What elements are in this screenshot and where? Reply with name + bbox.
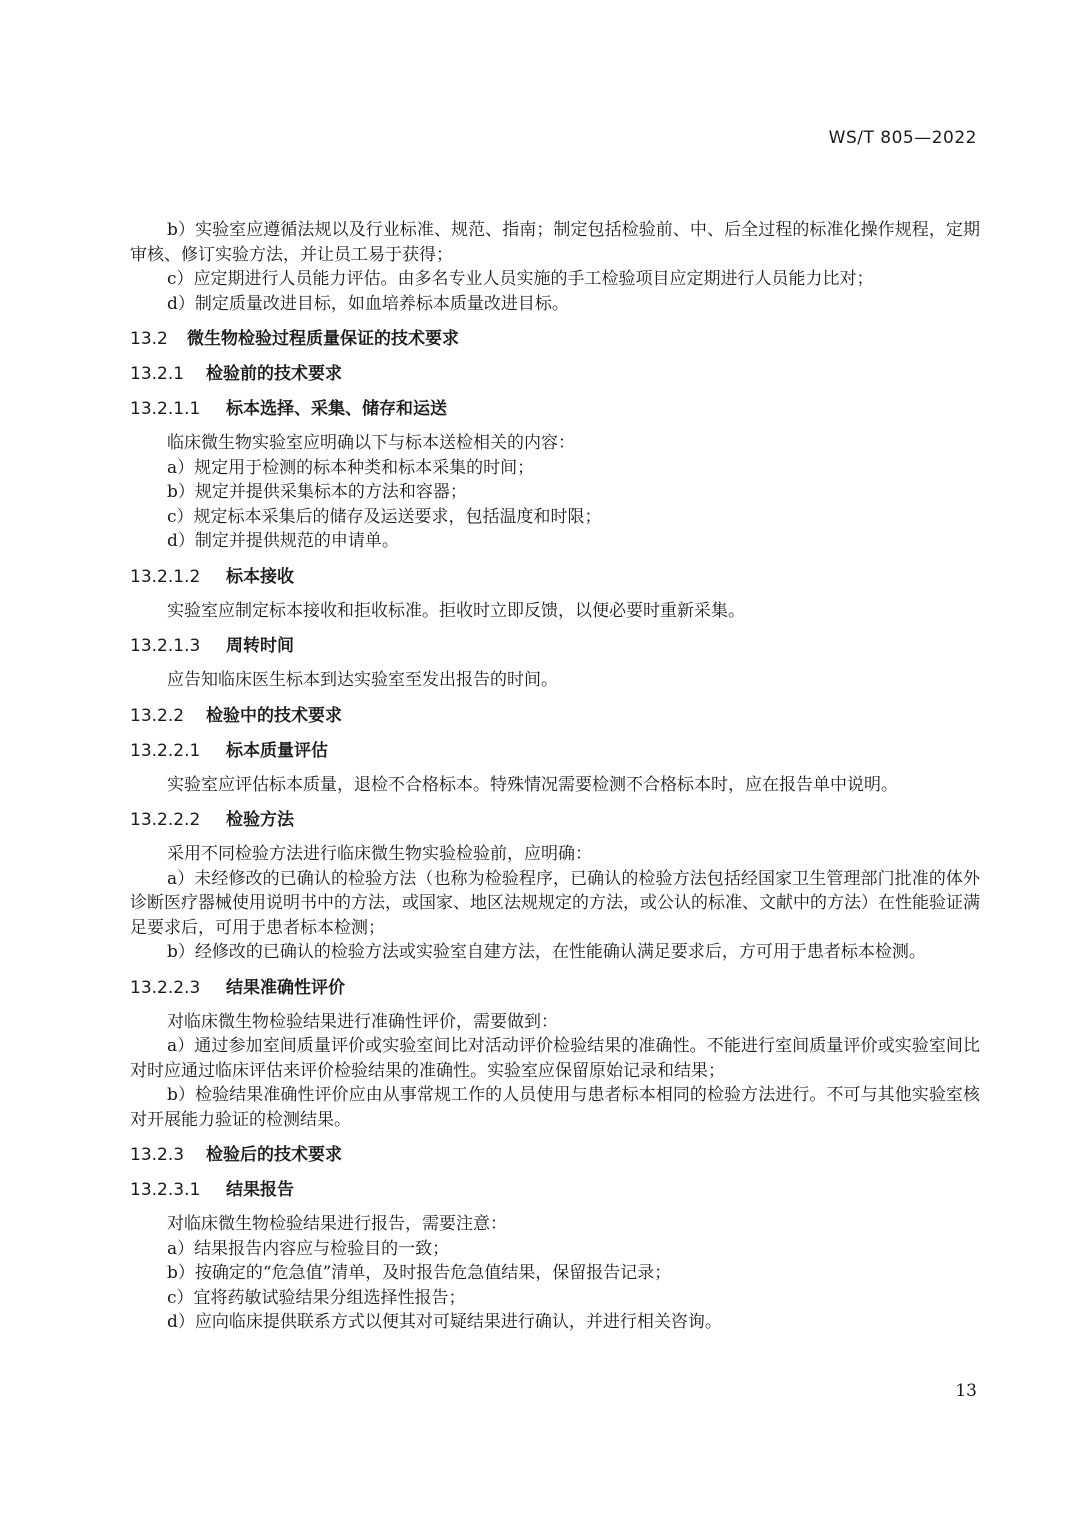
- list-item: b）经修改的已确认的检验方法或实验室自建方法，在性能确认满足要求后，方可用于患者标本检测。: [167, 942, 926, 962]
- section-number: 13.2.3.1: [130, 1180, 201, 1200]
- list-item: c）应定期进行人员能力评估。由多名专业人员实施的手工检验项目应定期进行人员能力比对；: [167, 269, 874, 289]
- section-number: 13.2.1.1: [130, 399, 201, 419]
- paragraph: 应告知临床医生标本到达实验室至发出报告的时间。: [167, 670, 558, 690]
- paragraph: 对临床微生物检验结果进行准确性评价，需要做到：: [167, 1011, 558, 1032]
- section-heading-13-2-1: [130, 362, 980, 386]
- section-heading-13-2-1-3: [130, 634, 980, 658]
- list-item: c）规定标本采集后的储存及运送要求，包括温度和时限；: [167, 506, 602, 527]
- section-title: 检验方法: [226, 810, 294, 830]
- section-heading-13-2-2-3: [130, 976, 980, 1000]
- section-number: 13.2.1: [130, 364, 185, 384]
- list-item: a）未经修改的已确认的检验方法（也称为检验程序，已确认的检验方法包括经国家卫生管理部门批准的体外诊断医疗器械使用说明书中的方法，或国家、地区法规规定的方法，或公认的标准、文献中的方法）在性能验证满足要求后，可用于患者标本检测；: [130, 868, 980, 938]
- list-item: a）结果报告内容应与检验目的一致；: [167, 1238, 450, 1259]
- section-title: 检验前的技术要求: [206, 364, 342, 384]
- section-title: 结果报告: [226, 1180, 294, 1200]
- list-item: b）按确定的“危急值”清单，及时报告危急值结果，保留报告记录；: [167, 1263, 672, 1283]
- section-heading-13-2-3-1: [130, 1178, 980, 1202]
- section-number: 13.2.2.3: [130, 977, 201, 998]
- list-item: a）规定用于检测的标本种类和标本采集的时间；: [167, 457, 535, 478]
- section-heading-13-2-2: [130, 704, 980, 728]
- section-title: 标本选择、采集、储存和运送: [226, 399, 447, 419]
- list-item: c）宜将药敏试验结果分组选择性报告；: [167, 1287, 466, 1308]
- section-title: 结果准确性评价: [226, 977, 345, 998]
- section-heading-13-2-2-2: [130, 808, 980, 832]
- section-number: 13.2.3: [130, 1145, 185, 1165]
- section-number: 13.2.2.2: [130, 810, 201, 830]
- paragraph: 采用不同检验方法进行临床微生物实验检验前，应明确：: [167, 844, 592, 864]
- document-code: WS/T 805—2022: [828, 128, 977, 148]
- list-item: b）实验室应遵循法规以及行业标准、规范、指南；制定包括检验前、中、后全过程的标准化操作规程，定期审核、修订实验方法，并让员工易于获得；: [130, 220, 980, 265]
- page-body: [130, 218, 980, 1335]
- list-item: d）制定质量改进目标，如血培养标本质量改进目标。: [167, 293, 569, 314]
- section-title: 检验中的技术要求: [206, 705, 342, 726]
- section-title: 检验后的技术要求: [206, 1145, 342, 1165]
- section-number: 13.2.2: [130, 705, 185, 726]
- paragraph: 临床微生物实验室应明确以下与标本送检相关的内容：: [167, 433, 575, 453]
- section-heading-13-2: [130, 327, 980, 351]
- section-title: 周转时间: [226, 636, 294, 656]
- section-title: 微生物检验过程质量保证的技术要求: [187, 329, 459, 349]
- section-number: 13.2.1.3: [130, 636, 201, 656]
- paragraph: 实验室应评估标本质量，退检不合格标本。特殊情况需要检测不合格标本时，应在报告单中说明。: [167, 774, 898, 795]
- paragraph: 对临床微生物检验结果进行报告，需要注意：: [167, 1214, 507, 1234]
- section-number: 13.2.1.2: [130, 566, 201, 587]
- list-item: b）检验结果准确性评价应由从事常规工作的人员使用与患者标本相同的检验方法进行。不可与其他实验室核对开展能力验证的检测结果。: [130, 1085, 980, 1130]
- list-item: b）规定并提供采集标本的方法和容器；: [167, 482, 467, 502]
- paragraph: 实验室应制定标本接收和拒收标准。拒收时立即反馈，以便必要时重新采集。: [167, 600, 745, 621]
- section-number: 13.2.2.1: [130, 740, 201, 761]
- list-item: a）通过参加室间质量评价或实验室间比对活动评价检验结果的准确性。不能进行室间质量评价或实验室间比对时应通过临床评估来评价检验结果的准确性。实验室应保留原始记录和结果；: [130, 1036, 980, 1081]
- section-heading-13-2-3: [130, 1143, 980, 1167]
- section-title: 标本质量评估: [226, 740, 328, 761]
- page-number: 13: [955, 1381, 977, 1401]
- section-number: 13.2: [130, 329, 168, 349]
- section-title: 标本接收: [226, 566, 294, 587]
- list-item: d）应向临床提供联系方式以便其对可疑结果进行确认，并进行相关咨询。: [167, 1312, 722, 1332]
- section-heading-13-2-1-2: [130, 565, 980, 589]
- section-heading-13-2-2-1: [130, 739, 980, 763]
- list-item: d）制定并提供规范的申请单。: [167, 531, 399, 551]
- section-heading-13-2-1-1: [130, 397, 980, 421]
